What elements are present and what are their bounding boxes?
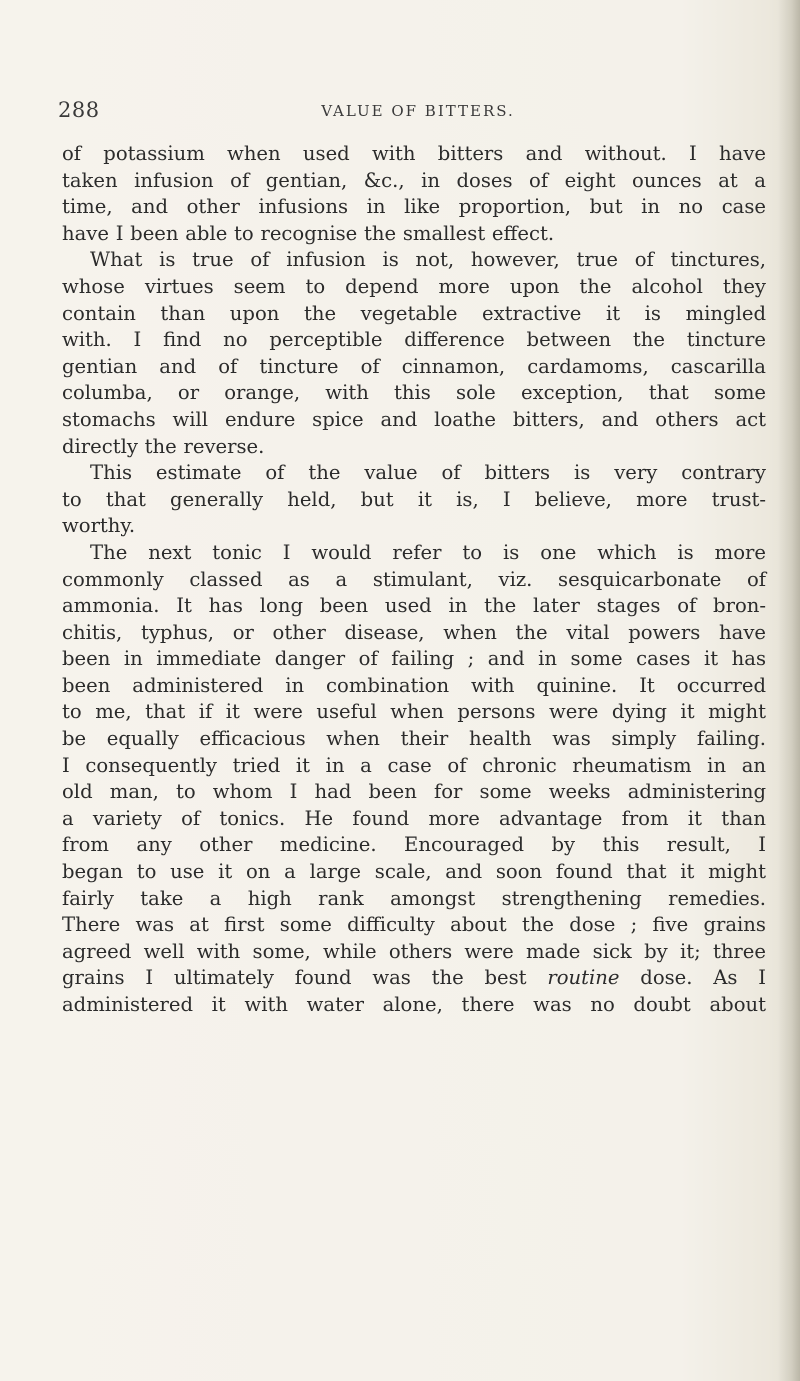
text-line: be equally efficacious when their health was simply failing.	[62, 727, 766, 751]
text-line: I consequently tried it in a case of chronic rheumatism in an	[62, 753, 766, 777]
body-text	[62, 141, 766, 1019]
text-line: agreed well with some, while others were made sick by it; three	[62, 939, 766, 963]
text-line: to me, that if it were useful when persons were dying it might	[62, 700, 766, 724]
text-line: directly the reverse.	[62, 434, 265, 458]
text-line: with. I find no perceptible difference between the tincture	[62, 328, 766, 352]
text-line: whose virtues seem to depend more upon the alcohol they	[62, 274, 766, 298]
text-line: The next tonic I would refer to is one which is more	[90, 540, 766, 564]
text-segment: grains I ultimately found was the best	[62, 966, 527, 990]
text-line: chitis, typhus, or other disease, when the vital powers have	[62, 620, 766, 644]
text-line: old man, to whom I had been for some weeks administering	[62, 780, 766, 804]
page-edge-shadow	[778, 0, 800, 1381]
text-line: columba, or orange, with this sole exception, that some	[62, 381, 766, 405]
text-line: contain than upon the vegetable extractive it is mingled	[62, 301, 766, 325]
text-line: taken infusion of gentian, &c., in doses of eight ounces at a	[62, 168, 766, 192]
text-segment: dose. As I	[640, 966, 767, 990]
text-line: have I been able to recognise the smallest effect.	[62, 221, 555, 245]
italic-word: routine	[547, 966, 620, 990]
text-line: time, and other infusions in like proportion, but in no case	[62, 195, 766, 219]
text-line: a variety of tonics. He found more advantage from it than	[62, 806, 766, 830]
text-line: stomachs will endure spice and loathe bitters, and others act	[62, 407, 766, 431]
text-line: administered it with water alone, there was no doubt about	[62, 993, 766, 1016]
text-line: There was at first some difficulty about the dose ; five grains	[62, 913, 766, 937]
text-line: commonly classed as a stimulant, viz. sesquicarbonate of	[62, 567, 766, 591]
text-line: What is true of infusion is not, however, true of tinctures,	[90, 248, 766, 272]
text-line: ammonia. It has long been used in the later stages of bron-	[62, 594, 766, 618]
text-line: began to use it on a large scale, and soon found that it might	[62, 860, 766, 884]
text-line: worthy.	[62, 514, 136, 538]
text-line	[62, 965, 766, 992]
text-line: to that generally held, but it is, I believe, more trust-	[62, 487, 766, 511]
text-line: been administered in combination with quinine. It occurred	[62, 673, 766, 697]
page-header	[58, 98, 758, 128]
text-line: from any other medicine. Encouraged by this result, I	[62, 833, 766, 857]
text-line: of potassium when used with bitters and without. I have	[62, 142, 766, 165]
page-number: 288	[58, 98, 100, 122]
text-line: been in immediate danger of failing ; and in some cases it has	[62, 647, 766, 671]
running-head: VALUE OF BITTERS.	[321, 102, 515, 120]
text-line: gentian and of tincture of cinnamon, cardamoms, cascarilla	[62, 354, 766, 378]
text-line: This estimate of the value of bitters is very contrary	[90, 461, 766, 485]
text-line: fairly take a high rank amongst strengthening remedies.	[62, 886, 766, 910]
